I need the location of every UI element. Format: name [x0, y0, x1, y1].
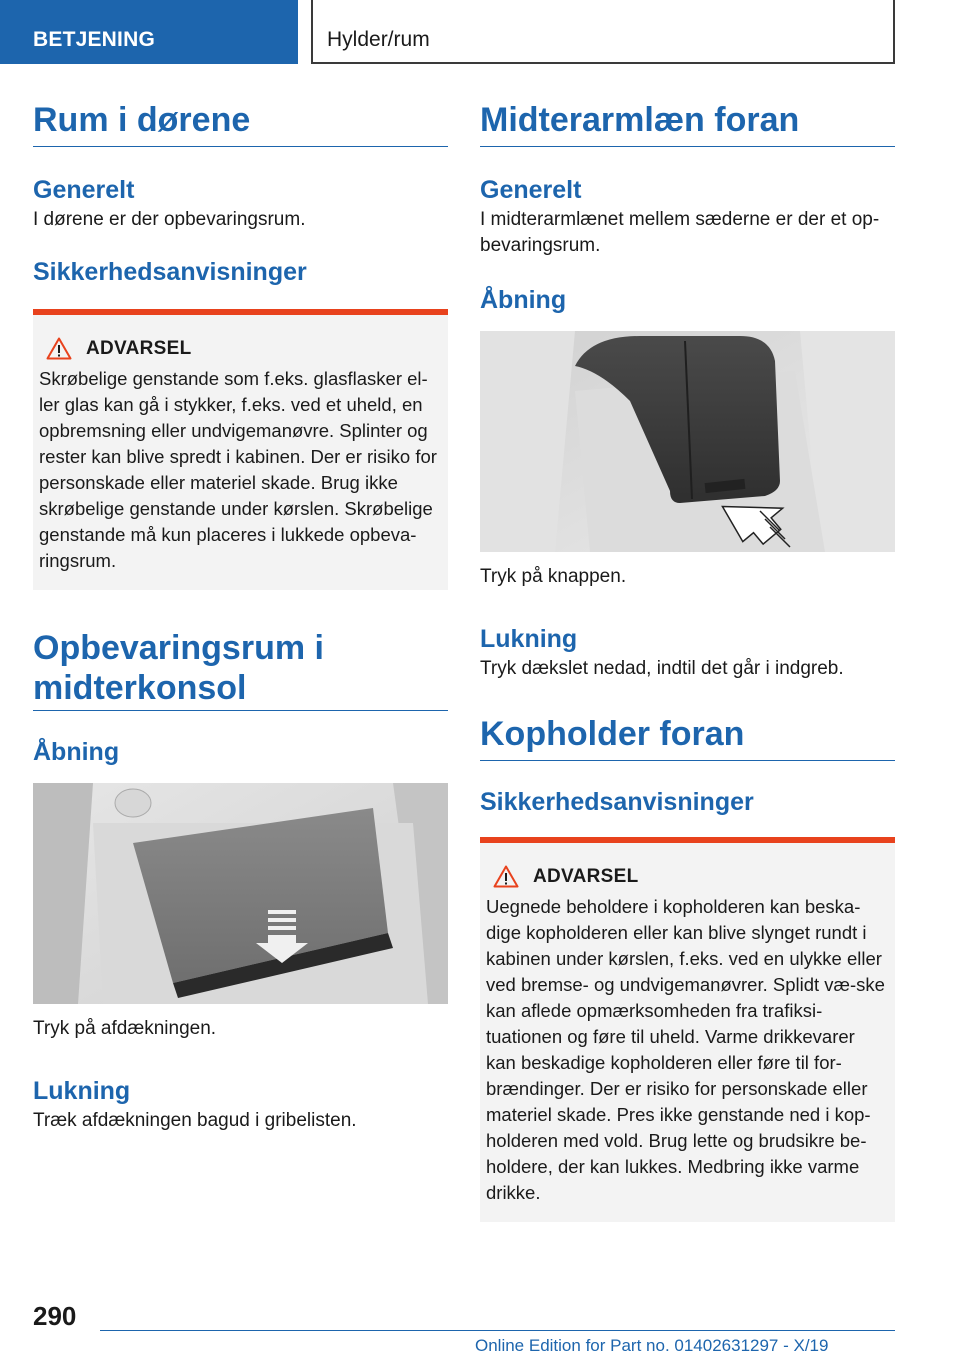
caption-opening-armrest: Tryk på knappen.: [480, 566, 627, 587]
warning-box-doors: [33, 309, 448, 590]
caption-opening-console: Tryk på afdækningen.: [33, 1018, 217, 1039]
heading-opening-armrest: Åbning: [480, 286, 567, 314]
heading-console: [33, 628, 448, 711]
heading-armrest: Midterarmlæn foran: [480, 100, 895, 147]
warning-title: ADVARSEL: [533, 865, 639, 887]
warning-text: Uegnede beholdere i kopholderen kan beska-dige kopholderen eller kan blive slynget rundt i kabinen under kørslen, f.eks. ved en ulykke eller ved bremse- og undvigemanøvrer. Splidt væ-ske kan aflede opmærksomheden fra trafiksi-tuationen og føre til uheld. Varme drikkevarer kan beskadige kopholderen eller føre til for-brændinger. Der er risiko for personskade eller materiel skade. Pres ikke genstande ned i kop-holderen med vold. Brug lette og brudsikre be-holdere, der kan lukkes. Medbring ikke varme drikke.: [486, 896, 885, 1203]
page-number: 290: [33, 1301, 77, 1331]
subsection-label: Hylder/rum: [327, 28, 430, 51]
heading-doors: Rum i dørene: [33, 100, 448, 147]
right-column: [480, 100, 895, 1222]
heading-closing-armrest: Lukning: [480, 625, 578, 653]
console-image: [33, 783, 448, 1004]
heading-opening-console: Åbning: [33, 738, 120, 766]
heading-safety-doors: Sikkerhedsanvisninger: [33, 258, 307, 286]
warning-triangle-icon: [46, 337, 72, 360]
armrest-image: [480, 331, 895, 552]
heading-console-line1: Opbevaringsrum i: [33, 629, 324, 667]
section-tab: [0, 0, 298, 64]
heading-closing-console: Lukning: [33, 1077, 131, 1105]
heading-cupholder: Kopholder foran: [480, 714, 895, 761]
text-closing-console: Træk afdækningen bagud i gribelisten.: [33, 1110, 357, 1131]
heading-general-armrest: Generelt: [480, 176, 582, 204]
left-column: [33, 100, 448, 1134]
warning-header: [46, 337, 442, 360]
footer-edition: Online Edition for Part no. 01402631297 - X/19: [475, 1336, 829, 1355]
warning-triangle-icon: [493, 865, 519, 888]
section-label: BETJENING: [33, 28, 155, 51]
warning-header: [493, 865, 889, 888]
text-closing-armrest: Tryk dækslet nedad, indtil det går i indgreb.: [480, 658, 844, 679]
text-general-doors: I dørene er der opbevaringsrum.: [33, 209, 306, 230]
heading-safety-cupholder: Sikkerhedsanvisninger: [480, 788, 754, 816]
text-general-armrest: I midterarmlænet mellem sæderne er der et op-bevaringsrum.: [480, 209, 880, 256]
warning-title: ADVARSEL: [86, 337, 192, 359]
subsection-header: [311, 0, 895, 64]
footer-divider: [100, 1330, 895, 1331]
heading-console-line2: midterkonsol: [33, 669, 247, 707]
warning-box-cupholder: [480, 837, 895, 1222]
warning-text: Skrøbelige genstande som f.eks. glasflasker el-ler glas kan gå i stykker, f.eks. ved et uheld, en opbremsning eller undvigemanøvre. Splinter og rester kan blive spredt i kabinen. Der er risiko for personskade eller materiel skade. Brug ikke skrøbelige genstande under kørslen. Skrøbelige genstande må kun placeres i lukkede opbeva-ringsrum.: [39, 368, 437, 571]
heading-general-doors: Generelt: [33, 176, 135, 204]
